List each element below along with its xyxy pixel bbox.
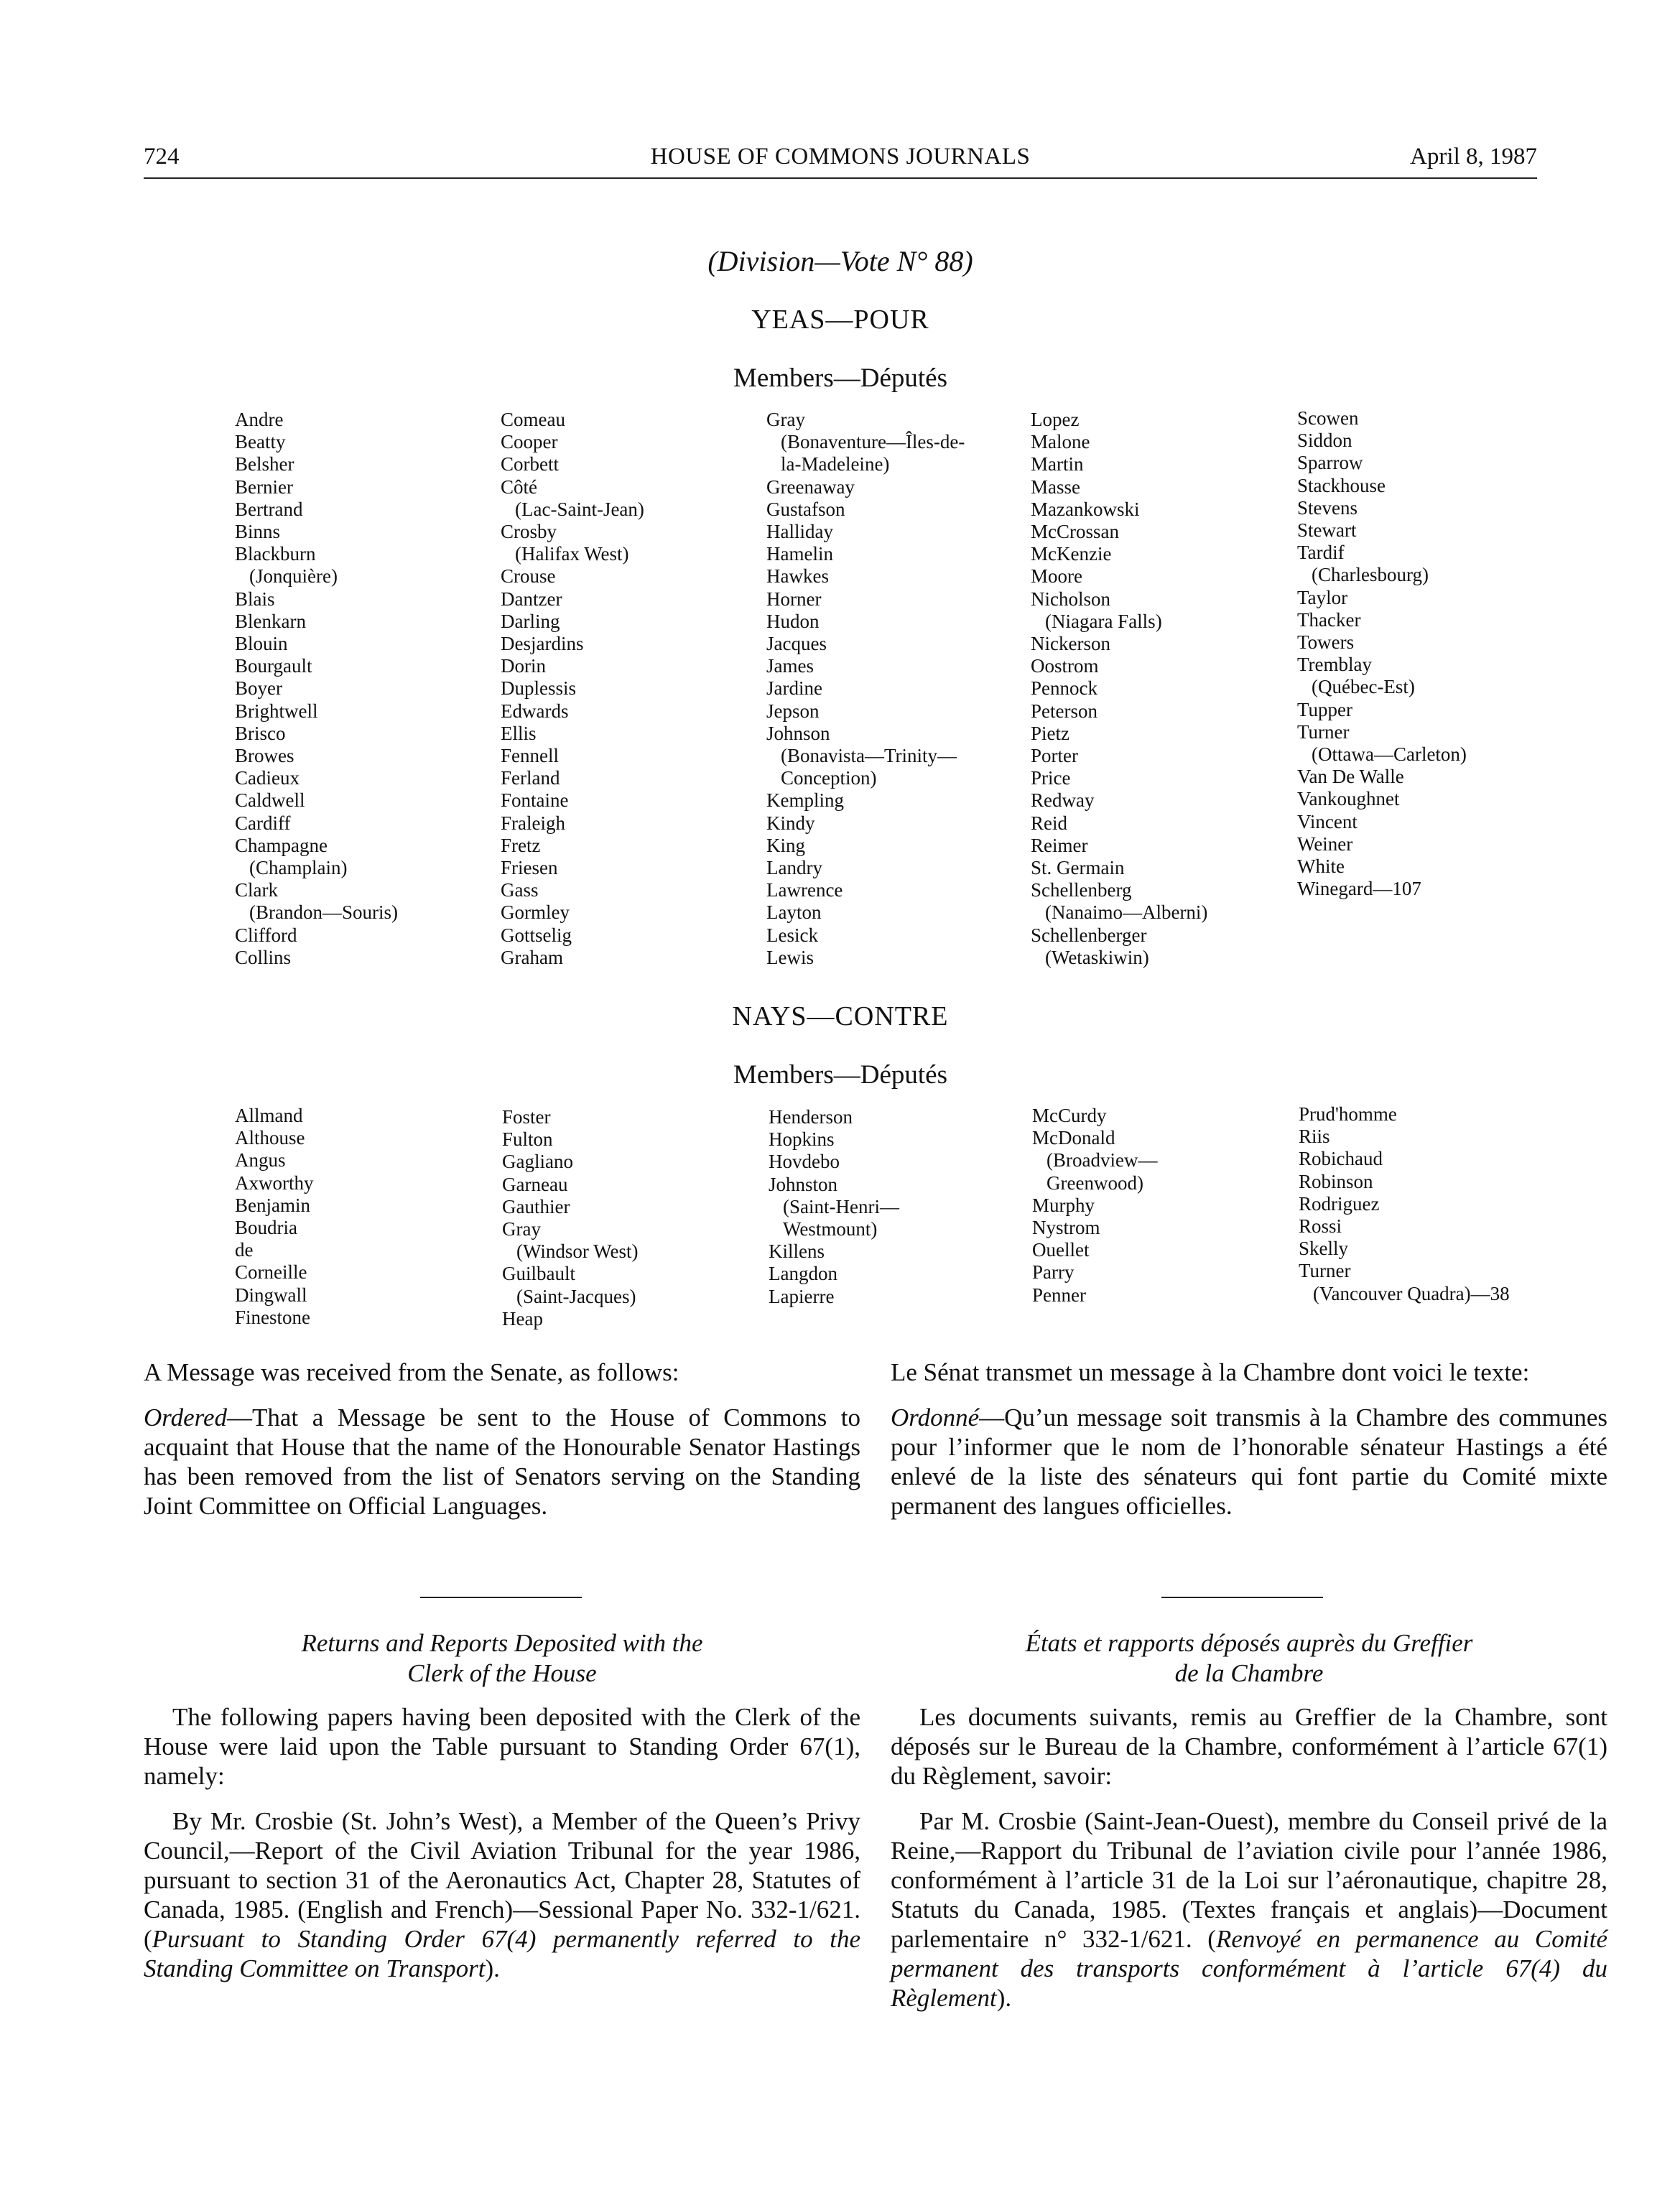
- member-name: Corbett: [501, 453, 559, 475]
- ordered-text-fr: —Qu’un message soit transmis à la Chambre des communes pour l’informer que le nom de l’honorable sénateur Hastings a été enlevé de la liste des sénateurs qui font partie du Comité mixte permanent des langues officielles.: [891, 1403, 1607, 1520]
- member-name: de: [235, 1239, 254, 1261]
- member-name: McDonald: [1032, 1127, 1115, 1149]
- member-name: Weiner: [1297, 832, 1353, 855]
- page-header: [144, 144, 1537, 178]
- returns-heading-fr: [891, 1628, 1607, 1689]
- division-title: (Division—Vote N° 88): [707, 245, 973, 277]
- ordered-label-en: Ordered: [144, 1403, 227, 1432]
- member-name: Dantzer: [501, 588, 562, 610]
- nays-column-5: [1299, 1103, 1510, 1305]
- returns-intro-en: The following papers having been deposited with the Clerk of the House were laid upon the Table pursuant to Standing Order 67(1), namely:: [144, 1703, 860, 1790]
- member-name: Crosby: [501, 521, 557, 543]
- member-name: Turner: [1299, 1260, 1351, 1282]
- member-name: Thacker: [1297, 608, 1361, 631]
- returns-body-en: [144, 1702, 860, 1983]
- member-name: Benjamin: [235, 1194, 310, 1216]
- member-name: Westmount): [783, 1218, 878, 1240]
- member-name: Siddon: [1297, 430, 1352, 452]
- member-name: St. Germain: [1031, 857, 1125, 879]
- returns-item-en-referral: Pursuant to Standing Order 67(4) permanently referred to the Standing Committee on Transport: [144, 1925, 860, 1982]
- member-name: Lewis: [766, 946, 814, 968]
- senate-message-body-fr: [891, 1403, 1607, 1521]
- member-name: Johnson: [766, 722, 830, 744]
- member-name: Brightwell: [235, 700, 318, 722]
- member-name: (Champlain): [249, 857, 348, 879]
- member-name: Clifford: [235, 924, 297, 946]
- senate-message-en: [144, 1358, 860, 1521]
- member-name: Jacques: [766, 633, 827, 655]
- member-name: Lopez: [1031, 409, 1080, 430]
- member-name: Masse: [1031, 475, 1080, 498]
- member-name: Gray: [502, 1218, 541, 1240]
- member-name: Oostrom: [1031, 655, 1099, 677]
- member-name: Lesick: [766, 924, 818, 946]
- member-name: Graham: [501, 946, 563, 968]
- member-name: Lawrence: [766, 879, 843, 901]
- member-name: (Nanaimo—Alberni): [1045, 901, 1208, 924]
- member-name: Fennell: [501, 745, 559, 767]
- member-name: Porter: [1031, 745, 1078, 767]
- member-name: Vincent: [1297, 810, 1358, 832]
- ordered-text-en: —That a Message be sent to the House of Commons to acquaint that House that the name of the Honourable Senator Hastings has been removed from the list of Senators serving on the Standing Joint Committee on Official Languages.: [144, 1403, 860, 1520]
- member-name: (Charlesbourg): [1312, 564, 1429, 586]
- member-name: Schellenberger: [1031, 924, 1147, 946]
- member-name: Gagliano: [502, 1151, 573, 1173]
- member-name: Winegard—107: [1297, 878, 1421, 900]
- member-name: Van De Walle: [1297, 766, 1404, 788]
- member-name: Gustafson: [766, 498, 845, 520]
- member-name: Gass: [501, 879, 539, 901]
- returns-heading-fr-line1: États et rapports déposés auprès du Greffier: [1025, 1629, 1473, 1657]
- member-name: Duplessis: [501, 677, 577, 700]
- nays-column-3: [769, 1106, 899, 1308]
- member-name: Angus: [235, 1149, 286, 1171]
- member-name: Johnston: [769, 1173, 838, 1195]
- member-name: Gottselig: [501, 924, 572, 946]
- member-name: Collins: [235, 946, 292, 968]
- member-name: Peterson: [1031, 700, 1097, 722]
- returns-body-fr: [891, 1702, 1607, 2013]
- member-name: Belsher: [235, 453, 294, 475]
- page-number: 724: [144, 144, 180, 170]
- member-name: (Saint-Jacques): [516, 1285, 636, 1307]
- member-name: Bernier: [235, 475, 293, 498]
- member-name: Dorin: [501, 655, 546, 677]
- member-name: Layton: [766, 901, 822, 924]
- member-name: (Halifax West): [515, 543, 629, 565]
- member-name: Penner: [1032, 1284, 1086, 1306]
- member-name: Corneille: [235, 1261, 307, 1284]
- member-name: Ouellet: [1032, 1239, 1090, 1261]
- yeas-column-5: [1297, 407, 1467, 900]
- member-name: Pennock: [1031, 677, 1097, 700]
- member-name: Gauthier: [502, 1195, 570, 1217]
- member-name: Bourgault: [235, 655, 312, 677]
- member-name: Champagne: [235, 834, 328, 856]
- returns-item-fr: [891, 1806, 1607, 2013]
- member-name: Nystrom: [1032, 1217, 1100, 1239]
- member-name: Boyer: [235, 677, 282, 700]
- member-name: Dingwall: [235, 1284, 307, 1306]
- member-name: White: [1297, 855, 1345, 878]
- member-name: (Wetaskiwin): [1045, 946, 1149, 968]
- member-name: Guilbault: [502, 1263, 575, 1285]
- member-name: Hovdebo: [769, 1151, 840, 1173]
- member-name: Landry: [766, 857, 822, 879]
- member-name: Edwards: [501, 700, 569, 722]
- member-name: Friesen: [501, 857, 558, 879]
- member-name: Robichaud: [1299, 1148, 1383, 1170]
- member-name: Langdon: [769, 1263, 837, 1285]
- member-name: Murphy: [1032, 1194, 1095, 1216]
- member-name: (Bonavista—Trinity—: [781, 745, 957, 767]
- member-name: Blouin: [235, 633, 288, 655]
- member-name: Cadieux: [235, 767, 300, 789]
- returns-item-fr-referral: Renvoyé en permanence au Comité permanent des transports conformément à l’article 67(4) du Règlement: [891, 1925, 1607, 2012]
- member-name: Blais: [235, 588, 275, 610]
- member-name: Vankoughnet: [1297, 788, 1400, 810]
- returns-item-fr-text: Par M. Crosbie (Saint-Jean-Ouest), membre du Conseil privé de la Reine,—Rapport du Tribunal de l’aviation civile pour l’année 1986, conformément à l’article 31 de la Loi sur l’aéronautique, chapitre 28, Statuts du Canada, 1985. (Textes français et anglais)—Document parlementaire n° 332-1/621. (: [891, 1807, 1607, 1953]
- member-name: Reid: [1031, 812, 1067, 834]
- member-name: Conception): [781, 767, 877, 789]
- member-name: Crouse: [501, 565, 556, 588]
- ordered-label-fr: Ordonné: [891, 1403, 980, 1432]
- nays-column-2: [502, 1106, 638, 1330]
- member-name: Rodriguez: [1299, 1192, 1380, 1215]
- member-name: Horner: [766, 588, 822, 610]
- member-name: Stackhouse: [1297, 474, 1386, 496]
- member-name: (Lac-Saint-Jean): [515, 498, 644, 520]
- member-name: Fretz: [501, 834, 541, 856]
- returns-heading-fr-line2: de la Chambre: [1174, 1659, 1324, 1687]
- member-name: Binns: [235, 521, 281, 543]
- member-name: Malone: [1031, 431, 1090, 453]
- member-name: Hopkins: [769, 1128, 835, 1151]
- member-name: Killens: [769, 1240, 825, 1263]
- returns-heading-en: [144, 1628, 860, 1689]
- member-name: (Québec-Est): [1312, 676, 1415, 698]
- member-name: Nicholson: [1031, 588, 1110, 610]
- member-name: (Jonquière): [249, 565, 338, 588]
- member-name: Pietz: [1031, 722, 1069, 744]
- member-name: Clark: [235, 879, 278, 901]
- member-name: Ferland: [501, 767, 560, 789]
- member-name: Tupper: [1297, 698, 1353, 720]
- member-name: Gormley: [501, 901, 570, 924]
- yeas-column-1: [235, 409, 398, 969]
- member-name: Comeau: [501, 409, 565, 430]
- yeas-column-3: [766, 409, 965, 969]
- member-name: Cooper: [501, 431, 558, 453]
- nays-heading: NAYS—CONTRE: [732, 1001, 949, 1031]
- yeas-column-4: [1031, 409, 1207, 969]
- member-name: (Niagara Falls): [1045, 610, 1162, 632]
- member-name: (Vancouver Quadra)—38: [1313, 1282, 1510, 1304]
- page-date: April 8, 1987: [1410, 144, 1537, 170]
- member-name: Darling: [501, 610, 560, 632]
- senate-message-intro-en: A Message was received from the Senate, as follows:: [144, 1358, 679, 1386]
- member-name: Redway: [1031, 789, 1095, 812]
- senate-message-intro-fr: Le Sénat transmet un message à la Chambre dont voici le texte:: [891, 1358, 1530, 1386]
- member-name: (Broadview—: [1046, 1149, 1158, 1171]
- member-name: Tremblay: [1297, 654, 1373, 676]
- member-name: Lapierre: [769, 1285, 835, 1307]
- member-name: Caldwell: [235, 789, 305, 812]
- member-name: Bertrand: [235, 498, 303, 520]
- member-name: Prud'homme: [1299, 1103, 1397, 1125]
- section-divider-fr: [1161, 1597, 1323, 1598]
- member-name: Hawkes: [766, 565, 829, 588]
- member-name: Henderson: [769, 1106, 853, 1128]
- member-name: Andre: [235, 409, 284, 430]
- nays-column-4: [1032, 1105, 1157, 1307]
- member-name: Halliday: [766, 521, 833, 543]
- returns-item-en: [144, 1806, 860, 1983]
- returns-item-en-text: By Mr. Crosbie (St. John’s West), a Member of the Queen’s Privy Council,—Report of the Civil Aviation Tribunal for the year 1986, pursuant to section 31 of the Aeronautics Act, Chapter 28, Statutes of Canada, 1985. (English and French)—Sessional Paper No. 332-1/621. (: [144, 1807, 860, 1953]
- yeas-heading: YEAS—POUR: [751, 305, 929, 335]
- senate-message-body-en: [144, 1403, 860, 1521]
- returns-item-en-end: ).: [485, 1954, 500, 1982]
- member-name: Tardif: [1297, 542, 1345, 564]
- member-name: Price: [1031, 767, 1071, 789]
- member-name: Hamelin: [766, 543, 833, 565]
- yeas-column-2: [501, 409, 644, 969]
- nays-members-heading: Members—Députés: [733, 1060, 947, 1090]
- member-name: Jardine: [766, 677, 822, 700]
- member-name: Jepson: [766, 700, 820, 722]
- member-name: Côté: [501, 475, 537, 498]
- member-name: Nickerson: [1031, 633, 1110, 655]
- header-rule: [144, 177, 1537, 179]
- returns-intro-fr: Les documents suivants, remis au Greffier de la Chambre, sont déposés sur le Bureau de la Chambre, conformément à l’article 67(1) du Règlement, savoir:: [891, 1703, 1607, 1790]
- member-name: King: [766, 834, 805, 856]
- member-name: Gray: [766, 409, 805, 430]
- returns-heading-en-line2: Clerk of the House: [407, 1659, 597, 1687]
- member-name: McCurdy: [1032, 1105, 1107, 1126]
- member-name: Blackburn: [235, 543, 316, 565]
- member-name: Mazankowski: [1031, 498, 1140, 520]
- senate-message-fr: [891, 1358, 1607, 1521]
- member-name: Brisco: [235, 722, 286, 744]
- member-name: Beatty: [235, 431, 286, 453]
- member-name: (Brandon—Souris): [249, 901, 398, 924]
- member-name: Taylor: [1297, 586, 1348, 608]
- member-name: Boudria: [235, 1217, 297, 1239]
- member-name: Stewart: [1297, 519, 1357, 542]
- member-name: Browes: [235, 745, 294, 767]
- member-name: Robinson: [1299, 1170, 1373, 1192]
- member-name: Heap: [502, 1307, 543, 1330]
- member-name: Fulton: [502, 1128, 553, 1151]
- member-name: Kindy: [766, 812, 815, 834]
- member-name: (Ottawa—Carleton): [1312, 743, 1467, 766]
- member-name: Greenwood): [1046, 1171, 1143, 1194]
- member-name: Fontaine: [501, 789, 569, 812]
- member-name: Fraleigh: [501, 812, 565, 834]
- member-name: Martin: [1031, 453, 1084, 475]
- member-name: Riis: [1299, 1126, 1330, 1148]
- member-name: Towers: [1297, 631, 1355, 654]
- member-name: Althouse: [235, 1127, 305, 1149]
- member-name: Stevens: [1297, 496, 1358, 519]
- member-name: (Saint-Henri—: [783, 1195, 899, 1217]
- member-name: Foster: [502, 1106, 551, 1128]
- member-name: Moore: [1031, 565, 1082, 588]
- member-name: Kempling: [766, 789, 844, 812]
- member-name: (Windsor West): [516, 1240, 639, 1263]
- member-name: Scowen: [1297, 407, 1359, 429]
- member-name: Allmand: [235, 1105, 303, 1126]
- member-name: Garneau: [502, 1173, 568, 1195]
- member-name: McKenzie: [1031, 543, 1112, 565]
- member-name: (Bonaventure—Îles-de-: [781, 431, 965, 453]
- member-name: Ellis: [501, 722, 537, 744]
- member-name: McCrossan: [1031, 521, 1119, 543]
- member-name: Reimer: [1031, 834, 1088, 856]
- member-name: Sparrow: [1297, 452, 1363, 474]
- member-name: Schellenberg: [1031, 879, 1132, 901]
- member-name: Turner: [1297, 720, 1350, 743]
- member-name: James: [766, 655, 814, 677]
- member-name: Axworthy: [235, 1171, 314, 1194]
- member-name: Skelly: [1299, 1238, 1349, 1260]
- returns-heading-en-line1: Returns and Reports Deposited with the: [301, 1629, 703, 1657]
- member-name: Blenkarn: [235, 610, 306, 632]
- member-name: Parry: [1032, 1261, 1075, 1284]
- member-name: Finestone: [235, 1306, 310, 1328]
- member-name: Cardiff: [235, 812, 291, 834]
- journal-title: HOUSE OF COMMONS JOURNALS: [650, 144, 1031, 170]
- member-name: Desjardins: [501, 633, 584, 655]
- section-divider-en: [420, 1597, 582, 1598]
- yeas-members-heading: Members—Députés: [733, 363, 947, 393]
- member-name: Greenaway: [766, 475, 855, 498]
- nays-column-1: [235, 1105, 314, 1329]
- member-name: Rossi: [1299, 1215, 1342, 1238]
- member-name: la-Madeleine): [781, 453, 890, 475]
- member-name: Hudon: [766, 610, 820, 632]
- returns-item-fr-end: ).: [996, 1984, 1012, 2012]
